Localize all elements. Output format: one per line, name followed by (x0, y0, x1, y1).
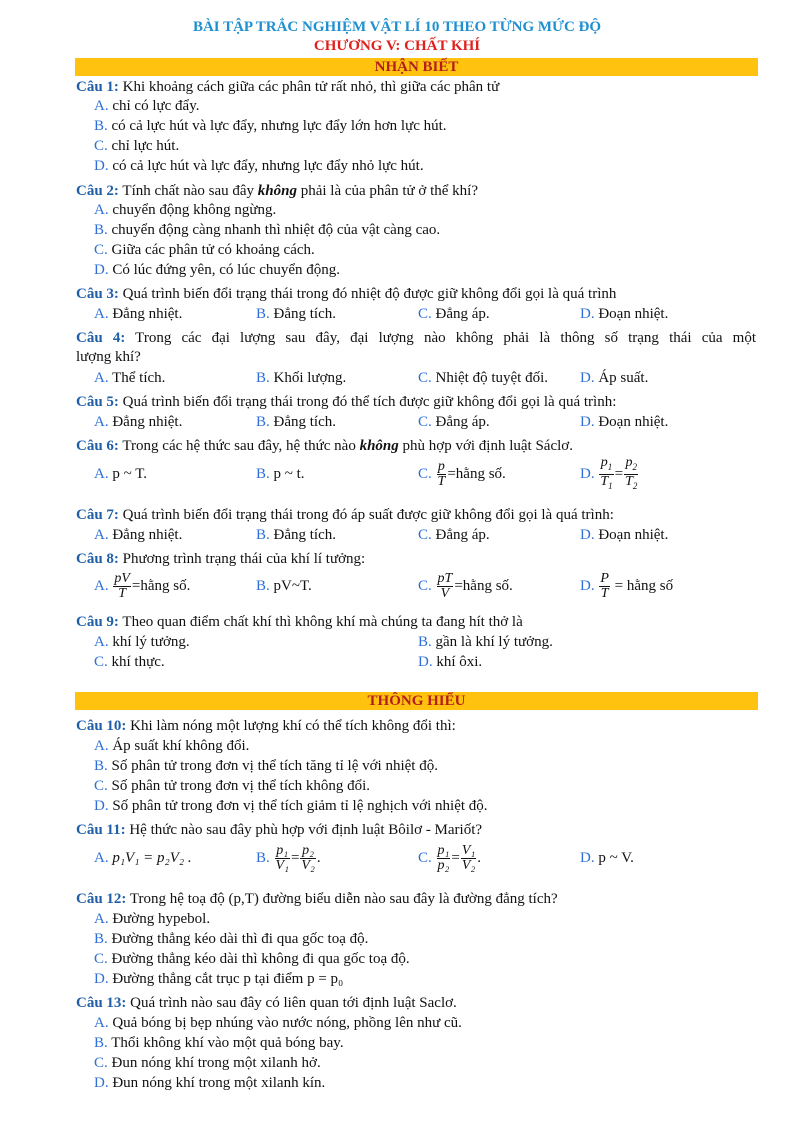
q6-option-a[interactable]: A. p ~ T. (94, 466, 147, 482)
q2-option-d[interactable]: D. Có lúc đứng yên, có lúc chuyển động. (94, 262, 341, 278)
question-2: Câu 2: Tính chất nào sau đây không phải là của phân tử ở thể khí? (76, 183, 478, 199)
q11-option-d[interactable]: D. p ~ V. (580, 850, 634, 866)
q12-option-d[interactable]: D. Đường thẳng cắt trục p tại điểm p = p₀ (94, 971, 344, 987)
fraction: $\frac{\text{p₂}}{\text{V₂}}$ (301, 843, 315, 874)
q10-option-d[interactable]: D. Số phân tử trong đơn vị thể tích giảm tỉ lệ nghịch với nhiệt độ. (94, 798, 488, 814)
q5-option-d[interactable]: D. Đoạn nhiệt. (580, 414, 669, 430)
q3-option-d[interactable]: D. Đoạn nhiệt. (580, 306, 669, 322)
fraction: $\frac{\text{p₁}}{\text{V₁}}$ (275, 843, 289, 874)
q3-option-a[interactable]: A. Đẳng nhiệt. (94, 306, 183, 322)
chapter-title: CHƯƠNG V: CHẤT KHÍ (313, 38, 481, 54)
q7-option-a[interactable]: A. Đẳng nhiệt. (94, 527, 183, 543)
fraction: $\frac{pT}{V}$ (437, 571, 453, 602)
fraction: $\frac{p_2}{T_2}$ (625, 455, 638, 491)
question-12: Câu 12: Trong hệ toạ độ (p,T) đường biểu diễn nào sau đây là đường đẳng tích? (76, 891, 558, 907)
q2-option-b[interactable]: B. chuyển động càng nhanh thì nhiệt độ của vật càng cao. (94, 222, 441, 238)
question-13: Câu 13: Quá trình nào sau đây có liên quan tới định luật Saclơ. (76, 995, 457, 1011)
question-8: Câu 8: Phương trình trạng thái của khí lí tưởng: (76, 551, 366, 567)
fraction: $\frac{p_1}{T_1}$ (600, 455, 613, 491)
q12-option-b[interactable]: B. Đường thẳng kéo dài thì đi qua gốc toạ độ. (94, 931, 369, 947)
q8-option-b[interactable]: B. pV~T. (256, 578, 312, 594)
q12-option-a[interactable]: A. Đường hypebol. (94, 911, 211, 927)
q4-option-d[interactable]: D. Áp suất. (580, 370, 649, 386)
q11-option-a[interactable]: A. p₁V₁ = p₂V₂ . (94, 850, 192, 866)
fraction: $\frac{\text{p₁}}{\text{p₂}}$ (437, 843, 450, 874)
q8-option-d[interactable]: D. $\frac{P}{T}$ = hằng số (580, 571, 674, 602)
q5-option-b[interactable]: B. Đẳng tích. (256, 414, 336, 430)
fraction: $\frac{pV}{T}$ (114, 571, 130, 602)
question-4: Câu 4: Trong các đại lượng sau đây, đại lượng nào không phải là thông số trạng thái của một (76, 330, 756, 346)
q10-option-b[interactable]: B. Số phân tử trong đơn vị thể tích tăng tỉ lệ với nhiệt độ. (94, 758, 438, 774)
q9-option-a[interactable]: A. khí lý tưởng. (94, 634, 190, 650)
question-9: Câu 9: Theo quan điểm chất khí thì không khí mà chúng ta đang hít thở là (76, 614, 523, 630)
q11-option-c[interactable]: C. $\frac{\text{p₁}}{\text{p₂}}$ = $\frac{\text{V₁}}{\text{V₂}}$ . (418, 843, 482, 874)
question-11: Câu 11: Hệ thức nào sau đây phù hợp với định luật Bôilơ - Mariốt? (76, 822, 483, 838)
document-title: BÀI TẬP TRẮC NGHIỆM VẬT LÍ 10 THEO TỪNG MỨC ĐỘ (192, 19, 602, 35)
q7-option-c[interactable]: C. Đẳng áp. (418, 527, 490, 543)
q8-option-a[interactable]: A. $\frac{pV}{T}$ =hằng số. (94, 571, 191, 602)
fraction: $\frac{p}{T}$ (437, 459, 446, 490)
fraction: $\frac{P}{T}$ (600, 571, 609, 602)
q10-option-c[interactable]: C. Số phân tử trong đơn vị thể tích không đổi. (94, 778, 371, 794)
q13-option-a[interactable]: A. Quả bóng bị bẹp nhúng vào nước nóng, phồng lên như cũ. (94, 1015, 462, 1031)
q2-option-a[interactable]: A. chuyển động không ngừng. (94, 202, 277, 218)
q5-option-a[interactable]: A. Đẳng nhiệt. (94, 414, 183, 430)
q13-option-d[interactable]: D. Đun nóng khí trong một xilanh kín. (94, 1075, 326, 1091)
q8-option-c[interactable]: C. $\frac{pT}{V}$ =hằng số. (418, 571, 513, 602)
question-7: Câu 7: Quá trình biến đổi trạng thái trong đó áp suất được giữ không đổi gọi là quá trình: (76, 507, 614, 523)
question-1: Câu 1: Khi khoảng cách giữa các phân tử rất nhỏ, thì giữa các phân tử (76, 79, 500, 95)
q6-option-d[interactable]: D. $\frac{p_1}{T_1}$ = $\frac{p_2}{T_2}$ (580, 455, 638, 491)
q3-option-b[interactable]: B. Đẳng tích. (256, 306, 336, 322)
q6-option-b[interactable]: B. p ~ t. (256, 466, 305, 482)
q9-option-c[interactable]: C. khí thực. (94, 654, 165, 670)
q6-option-c[interactable]: C. $\frac{p}{T}$ =hằng số. (418, 459, 506, 490)
q1-option-d[interactable]: D. có cả lực hút và lực đẩy, nhưng lực đẩy nhỏ lực hút. (94, 158, 424, 174)
q7-option-d[interactable]: D. Đoạn nhiệt. (580, 527, 669, 543)
fraction: $\frac{\text{V₁}}{\text{V₂}}$ (461, 843, 476, 874)
section-band-thong-hieu: THÔNG HIỂU (75, 692, 758, 710)
section-band-nhan-biet: NHẬN BIẾT (75, 58, 758, 76)
q1-option-b[interactable]: B. có cả lực hút và lực đẩy, nhưng lực đẩy lớn hơn lực hút. (94, 118, 447, 134)
q3-option-c[interactable]: C. Đẳng áp. (418, 306, 490, 322)
q13-option-c[interactable]: C. Đun nóng khí trong một xilanh hở. (94, 1055, 321, 1071)
q4-option-b[interactable]: B. Khối lượng. (256, 370, 347, 386)
q4-option-c[interactable]: C. Nhiệt độ tuyệt đối. (418, 370, 549, 386)
q7-option-b[interactable]: B. Đẳng tích. (256, 527, 336, 543)
q9-option-b[interactable]: B. gần là khí lý tưởng. (418, 634, 553, 650)
q10-option-a[interactable]: A. Áp suất khí không đổi. (94, 738, 250, 754)
q1-option-c[interactable]: C. chỉ lực hút. (94, 138, 180, 154)
question-10: Câu 10: Khi làm nóng một lượng khí có thể tích không đổi thì: (76, 718, 456, 734)
question-6: Câu 6: Trong các hệ thức sau đây, hệ thức nào không phù hợp với định luật Sáclơ. (76, 438, 573, 454)
question-4-cont: lượng khí? (76, 349, 141, 365)
q4-option-a[interactable]: A. Thể tích. (94, 370, 166, 386)
q2-option-c[interactable]: C. Giữa các phân tử có khoảng cách. (94, 242, 315, 258)
q1-option-a[interactable]: A. chỉ có lực đẩy. (94, 98, 200, 114)
q13-option-b[interactable]: B. Thổi không khí vào một quả bóng bay. (94, 1035, 344, 1051)
q12-option-c[interactable]: C. Đường thẳng kéo dài thì không đi qua gốc toạ độ. (94, 951, 410, 967)
q5-option-c[interactable]: C. Đẳng áp. (418, 414, 490, 430)
q11-option-b[interactable]: B. $\frac{\text{p₁}}{\text{V₁}}$ = $\frac{\text{p₂}}{\text{V₂}}$ . (256, 843, 321, 874)
q9-option-d[interactable]: D. khí ôxi. (418, 654, 483, 670)
question-5: Câu 5: Quá trình biến đổi trạng thái trong đó thể tích được giữ không đổi gọi là quá trình: (76, 394, 617, 410)
question-label: Câu 1: (76, 79, 119, 95)
question-3: Câu 3: Quá trình biến đổi trạng thái trong đó nhiệt độ được giữ không đổi gọi là quá trình (76, 286, 617, 302)
